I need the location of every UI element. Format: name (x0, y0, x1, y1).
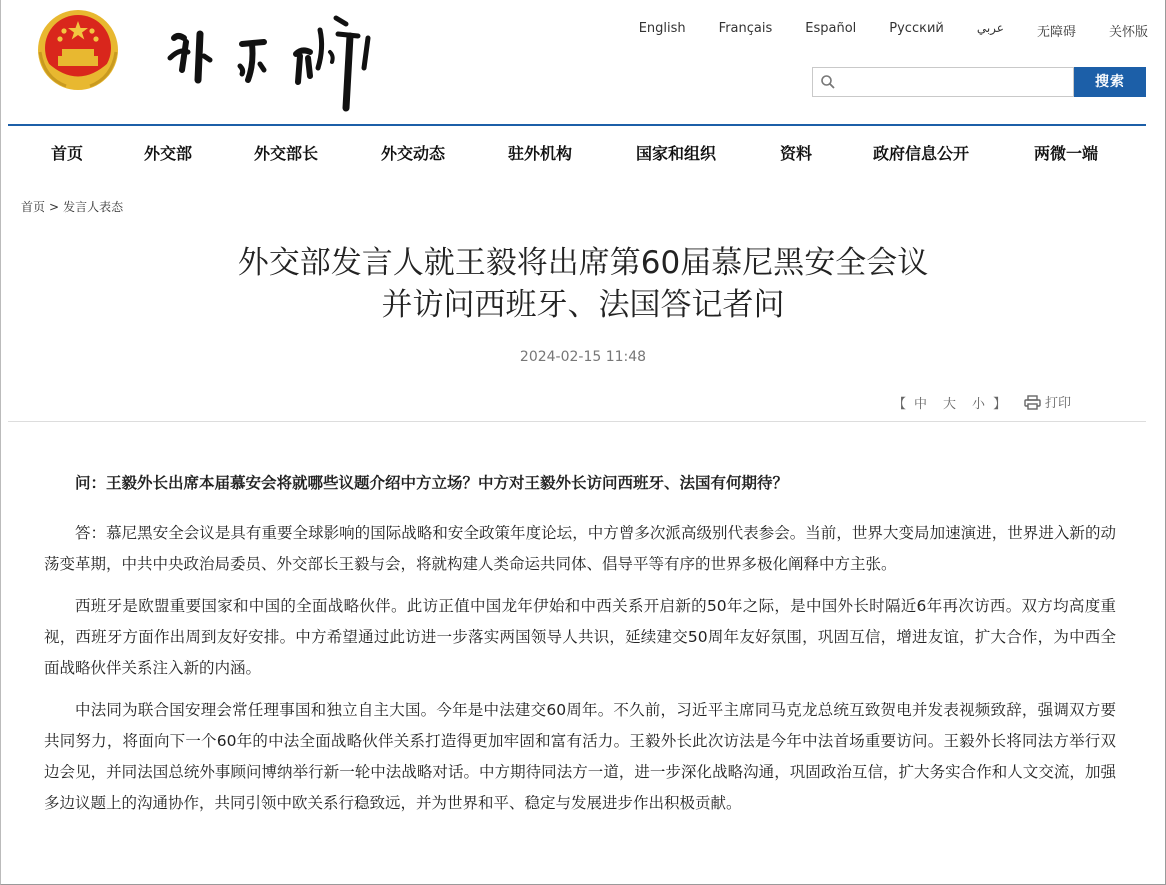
accessibility-link[interactable]: 无障碍 (1036, 25, 1076, 40)
article-date: 2024-02-15 11:48 (519, 349, 647, 365)
article-paragraph: 答：慕尼黑安全会议是具有重要全球影响的国际战略和安全政策年度论坛，中方曾多次派高级别代表参会。当前，世界大变局加速演进，世界进入新的动荡变革期，中共中央政治局委员、外交部长王毅与会，将就构建人类命运共同体、倡导平等有序的世界多极化阐释中方主张。 (44, 524, 1116, 573)
lang-english-link[interactable]: English (638, 21, 686, 36)
breadcrumb-separator: > (49, 200, 60, 214)
font-size-small-button[interactable]: 小 (972, 397, 986, 412)
article-title-line2: 并访问西班牙、法国答记者问 (381, 287, 785, 323)
lang-french-link[interactable]: Français (718, 21, 773, 36)
search-box (812, 67, 1074, 97)
breadcrumb (21, 198, 127, 215)
nav-item-social-media[interactable]: 两微一端 (1034, 144, 1099, 163)
article-paragraph: 中法同为联合国安理会常任理事国和独立自主大国。今年是中法建交60周年。不久前，习近平主席同马克龙总统互致贺电并发表视频致辞，强调双方要共同努力，将面向下一个60年的中法全面战略伙伴关系打造得更加牢固和富有活力。王毅外长此次访法是今年中法首场重要访问。王毅外长将同法方举行双边会见，并同法国总统外事顾问博纳举行新一轮中法战略对话。中方期待同法方一道，进一步深化战略沟通，巩固政治互信，扩大务实合作和人文交流，加强多边议题上的沟通协作，共同引领中欧关系行稳致远，并为世界和平、稳定与发展进步作出积极贡献。 (44, 701, 1116, 812)
lang-russian-link[interactable]: Русский (889, 21, 944, 36)
printer-icon (1024, 395, 1041, 410)
nav-item-missions-abroad[interactable]: 驻外机构 (508, 144, 573, 163)
nav-item-diplomatic-news[interactable]: 外交动态 (381, 144, 446, 163)
print-button[interactable] (1024, 392, 1071, 411)
breadcrumb-home-link[interactable]: 首页 (21, 200, 46, 214)
breadcrumb-current-link[interactable]: 发言人表态 (63, 200, 124, 214)
ministry-calligraphy-logo[interactable] (160, 8, 375, 113)
main-nav (0, 126, 1166, 176)
print-label: 打印 (1045, 396, 1072, 411)
nav-item-home[interactable]: 首页 (51, 144, 84, 163)
content-divider (8, 421, 1146, 422)
article-question: 问：王毅外长出席本届慕安会将就哪些议题介绍中方立场？中方对王毅外长访问西班牙、法国有何期待？ (75, 474, 789, 492)
lang-spanish-link[interactable]: Español (805, 21, 857, 36)
font-size-control (893, 393, 1006, 412)
nav-item-minister[interactable]: 外交部长 (254, 144, 319, 163)
nav-item-resources[interactable]: 资料 (780, 144, 813, 163)
lang-arabic-link[interactable]: عربي (976, 21, 1004, 35)
bracket-close: 】 (993, 397, 1007, 412)
elder-care-mode-link[interactable]: 关怀版 (1108, 25, 1148, 40)
article-body (44, 468, 1116, 830)
nav-item-countries-orgs[interactable]: 国家和组织 (636, 144, 717, 163)
nav-item-ministry[interactable]: 外交部 (144, 144, 193, 163)
search-button[interactable]: 搜索 (1074, 67, 1146, 97)
national-emblem-logo[interactable] (36, 8, 120, 92)
language-bar (606, 21, 1148, 40)
search-input[interactable] (841, 71, 1069, 93)
search-icon (820, 74, 836, 90)
site-header (0, 0, 1166, 124)
font-size-large-button[interactable]: 大 (943, 397, 957, 412)
article-title-line1: 外交部发言人就王毅将出席第60届慕尼黑安全会议 (237, 245, 929, 281)
bracket-open: 【 (893, 397, 907, 412)
article-paragraph: 西班牙是欧盟重要国家和中国的全面战略伙伴。此访正值中国龙年伊始和中西关系开启新的50年之际，是中国外长时隔近6年再次访西。双方均高度重视，西班牙方面作出周到友好安排。中方希望通过此访进一步落实两国领导人共识，延续建交50周年友好氛围，巩固互信，增进友谊，扩大合作，为中西全面战略伙伴关系注入新的内涵。 (44, 597, 1116, 677)
article-title (0, 242, 1166, 326)
font-size-medium-button[interactable]: 中 (914, 397, 928, 412)
nav-item-gov-info[interactable]: 政府信息公开 (873, 144, 970, 163)
